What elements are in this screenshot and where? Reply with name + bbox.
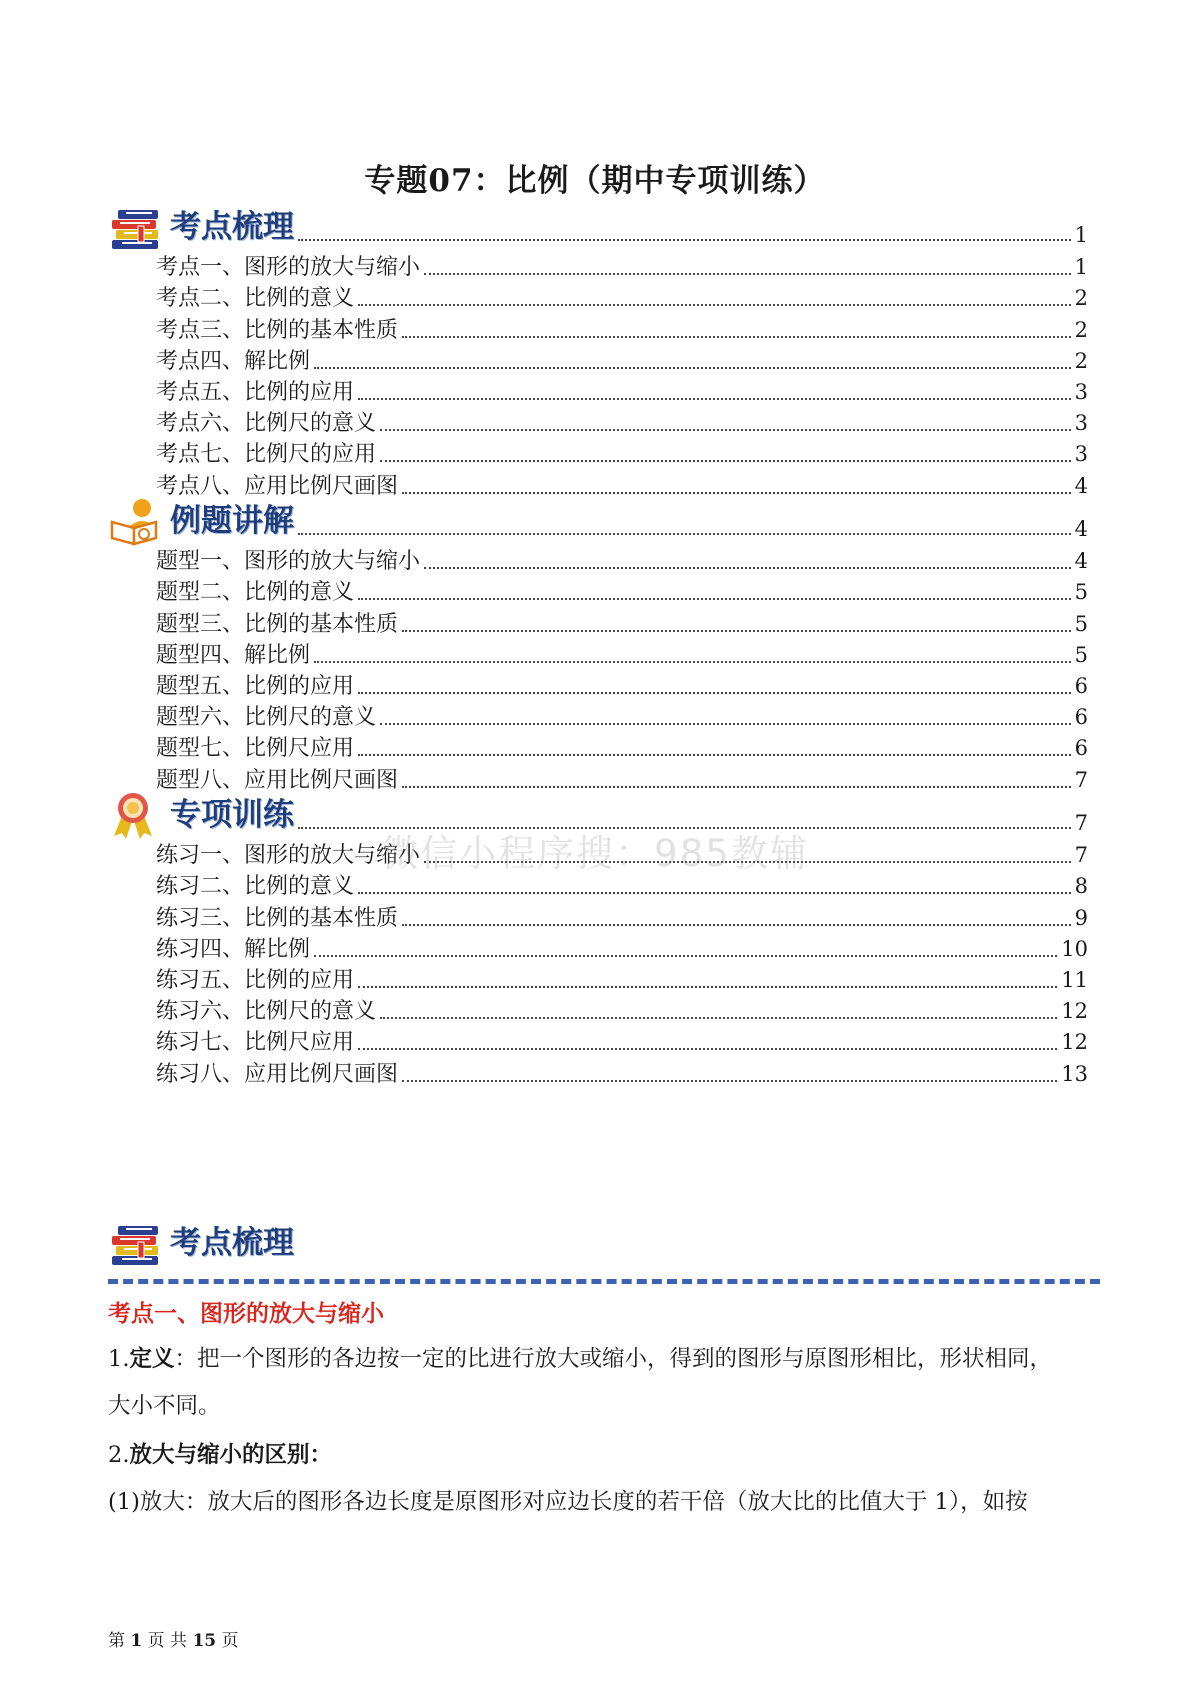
p1-bold: 定义 (129, 1346, 175, 1372)
toc-entry[interactable] (156, 934, 1088, 965)
toc-entry-label: 题型七、比例尺应用 (156, 736, 355, 762)
leader-dots (424, 566, 1071, 569)
toc-section (108, 496, 1088, 796)
toc-entry-label: 考点八、应用比例尺画图 (156, 473, 399, 499)
p1-prefix: 1. (108, 1346, 130, 1372)
toc-entry-label: 考点五、比例的应用 (156, 379, 355, 405)
leader-dots (380, 722, 1071, 725)
toc-entry-page: 10 (1061, 936, 1088, 961)
leader-dots (358, 891, 1071, 894)
leader-dots (402, 785, 1071, 788)
p1-text: ：把一个图形的各边按一定的比进行放大或缩小，得到的图形与原图形相比，形状相同， (174, 1346, 1052, 1372)
leader-dots (402, 335, 1071, 338)
leader-dots (402, 629, 1071, 632)
toc-entry-label: 题型三、比例的基本性质 (156, 611, 399, 637)
toc-entry[interactable] (156, 283, 1088, 314)
toc-entry-page: 7 (1074, 843, 1088, 868)
toc-entry[interactable] (156, 996, 1088, 1027)
leader-dots (358, 597, 1071, 600)
toc-entry-page: 12 (1061, 999, 1088, 1024)
toc-entry-label: 题型八、应用比例尺画图 (156, 767, 399, 793)
toc-section-title: 考点梳理 (170, 209, 294, 245)
watermark: 微信小程序搜：985教辅 (381, 832, 809, 875)
toc-entry-page: 8 (1074, 874, 1088, 899)
footer-mid: 页 共 (147, 1631, 188, 1651)
leader-dots (358, 753, 1071, 756)
point-heading: 考点一、图形的放大与缩小 (108, 1300, 384, 1327)
toc-entry-label: 考点六、比例尺的意义 (156, 411, 377, 437)
p2-colon: ： (309, 1442, 332, 1468)
difference-heading (108, 1432, 1093, 1479)
toc-entry-label: 练习六、比例尺的意义 (156, 999, 377, 1025)
toc-entry[interactable] (156, 577, 1088, 608)
toc-entry-page: 2 (1074, 286, 1088, 311)
toc-section-heading[interactable] (108, 496, 1088, 546)
toc-entry-label: 练习七、比例尺应用 (156, 1030, 355, 1056)
definition-paragraph (108, 1336, 1093, 1430)
toc-entry-label: 练习四、解比例 (156, 936, 311, 962)
toc-entry-label: 题型六、比例尺的意义 (156, 705, 377, 731)
leader-dots (314, 954, 1057, 957)
leader-dots (358, 1047, 1057, 1050)
leader-dots (402, 491, 1071, 494)
books-icon (108, 202, 166, 252)
toc-entry-page: 3 (1074, 411, 1088, 436)
toc-entry-page: 9 (1074, 905, 1088, 930)
toc-entry-label: 考点三、比例的基本性质 (156, 317, 399, 343)
dashed-divider (108, 1279, 1100, 1284)
leader-dots (314, 366, 1071, 369)
p1-continuation: 大小不同。 (108, 1393, 221, 1419)
toc-section (108, 202, 1088, 502)
p2-bold: 放大与缩小的区别 (129, 1442, 310, 1468)
toc-entry-page: 13 (1061, 1061, 1088, 1086)
toc-entry-page: 5 (1074, 580, 1088, 605)
toc-page-number: 1 (1074, 223, 1088, 247)
leader-dots (314, 660, 1071, 663)
footer-total-pages: 15 (192, 1631, 217, 1651)
leader-dots (358, 691, 1071, 694)
toc-entry-label: 练习八、应用比例尺画图 (156, 1061, 399, 1087)
leader-dots (298, 238, 1071, 241)
toc-entry-page: 5 (1074, 642, 1088, 667)
footer-post: 页 (221, 1631, 239, 1651)
toc-entry-label: 题型二、比例的意义 (156, 580, 355, 606)
toc-entry-label: 题型四、解比例 (156, 642, 311, 668)
toc-entry-page: 3 (1074, 442, 1088, 467)
toc-entry-label: 考点七、比例尺的应用 (156, 442, 377, 468)
toc-entry-label: 考点二、比例的意义 (156, 286, 355, 312)
toc-entry-page: 2 (1074, 317, 1088, 342)
toc-entry-label: 题型一、图形的放大与缩小 (156, 549, 421, 575)
toc-entry-page: 12 (1061, 1030, 1088, 1055)
toc-entry[interactable] (156, 640, 1088, 671)
page-footer (108, 1626, 239, 1651)
leader-dots (380, 1016, 1057, 1019)
toc-entry-page: 2 (1074, 348, 1088, 373)
leader-dots (402, 923, 1071, 926)
enlarge-paragraph: (1)放大：放大后的图形各边长度是原图形对应边长度的若干倍（放大比的比值大于 1），如按 (108, 1489, 1028, 1515)
leader-dots (402, 1079, 1057, 1082)
toc-entry[interactable] (156, 965, 1088, 996)
toc-section-heading[interactable] (108, 202, 1088, 252)
toc-entry[interactable] (156, 733, 1088, 764)
body-section-title: 考点梳理 (170, 1225, 294, 1261)
toc-entry[interactable] (156, 1058, 1088, 1089)
toc-entry-page: 3 (1074, 379, 1088, 404)
toc-entry[interactable] (156, 1027, 1088, 1058)
footer-pre: 第 (108, 1631, 125, 1651)
books-icon (108, 1218, 166, 1268)
toc-entry[interactable] (156, 702, 1088, 733)
toc-entry-page: 11 (1061, 967, 1088, 992)
toc-entry-label: 练习一、图形的放大与缩小 (156, 843, 421, 869)
toc-entry[interactable] (156, 439, 1088, 470)
toc-entry[interactable] (156, 408, 1088, 439)
page-title: 专题07：比例（期中专项训练） (364, 163, 826, 199)
toc-entry-label: 练习三、比例的基本性质 (156, 905, 399, 931)
p2-prefix: 2. (108, 1442, 130, 1468)
toc-entry[interactable] (156, 671, 1088, 702)
toc-entry-label: 考点四、解比例 (156, 348, 311, 374)
toc-entry[interactable] (156, 902, 1088, 933)
leader-dots (424, 272, 1071, 275)
toc-entry-label: 题型五、比例的应用 (156, 673, 355, 699)
toc-entry-page: 6 (1074, 736, 1088, 761)
leader-dots (298, 532, 1071, 535)
toc-entry-page: 6 (1074, 705, 1088, 730)
toc-entry-page: 4 (1074, 473, 1088, 498)
toc-entry-page: 6 (1074, 673, 1088, 698)
toc-entry[interactable] (156, 314, 1088, 345)
toc-entry-page: 4 (1074, 549, 1088, 574)
toc-entry-label: 练习二、比例的意义 (156, 874, 355, 900)
toc-entry[interactable] (156, 546, 1088, 577)
leader-dots (358, 303, 1071, 306)
leader-dots (358, 397, 1071, 400)
toc-entry[interactable] (156, 252, 1088, 283)
toc-entry-label: 考点一、图形的放大与缩小 (156, 255, 421, 281)
leader-dots (380, 459, 1071, 462)
leader-dots (380, 428, 1071, 431)
toc-entry[interactable] (156, 377, 1088, 408)
leader-dots (358, 985, 1057, 988)
toc-page-number: 4 (1074, 517, 1088, 541)
toc-entry-page: 1 (1074, 255, 1088, 280)
toc-section-title: 例题讲解 (170, 503, 294, 539)
toc-entry[interactable] (156, 346, 1088, 377)
body-section-heading (108, 1216, 294, 1268)
reader-book-icon (108, 496, 166, 546)
toc-entry-label: 练习五、比例的应用 (156, 967, 355, 993)
footer-page-number: 1 (130, 1631, 143, 1651)
toc-entry-page: 7 (1074, 767, 1088, 792)
toc-entry[interactable] (156, 608, 1088, 639)
toc-section-title: 专项训练 (170, 797, 294, 833)
toc-entry-page: 5 (1074, 611, 1088, 636)
toc-page-number: 7 (1074, 811, 1088, 835)
